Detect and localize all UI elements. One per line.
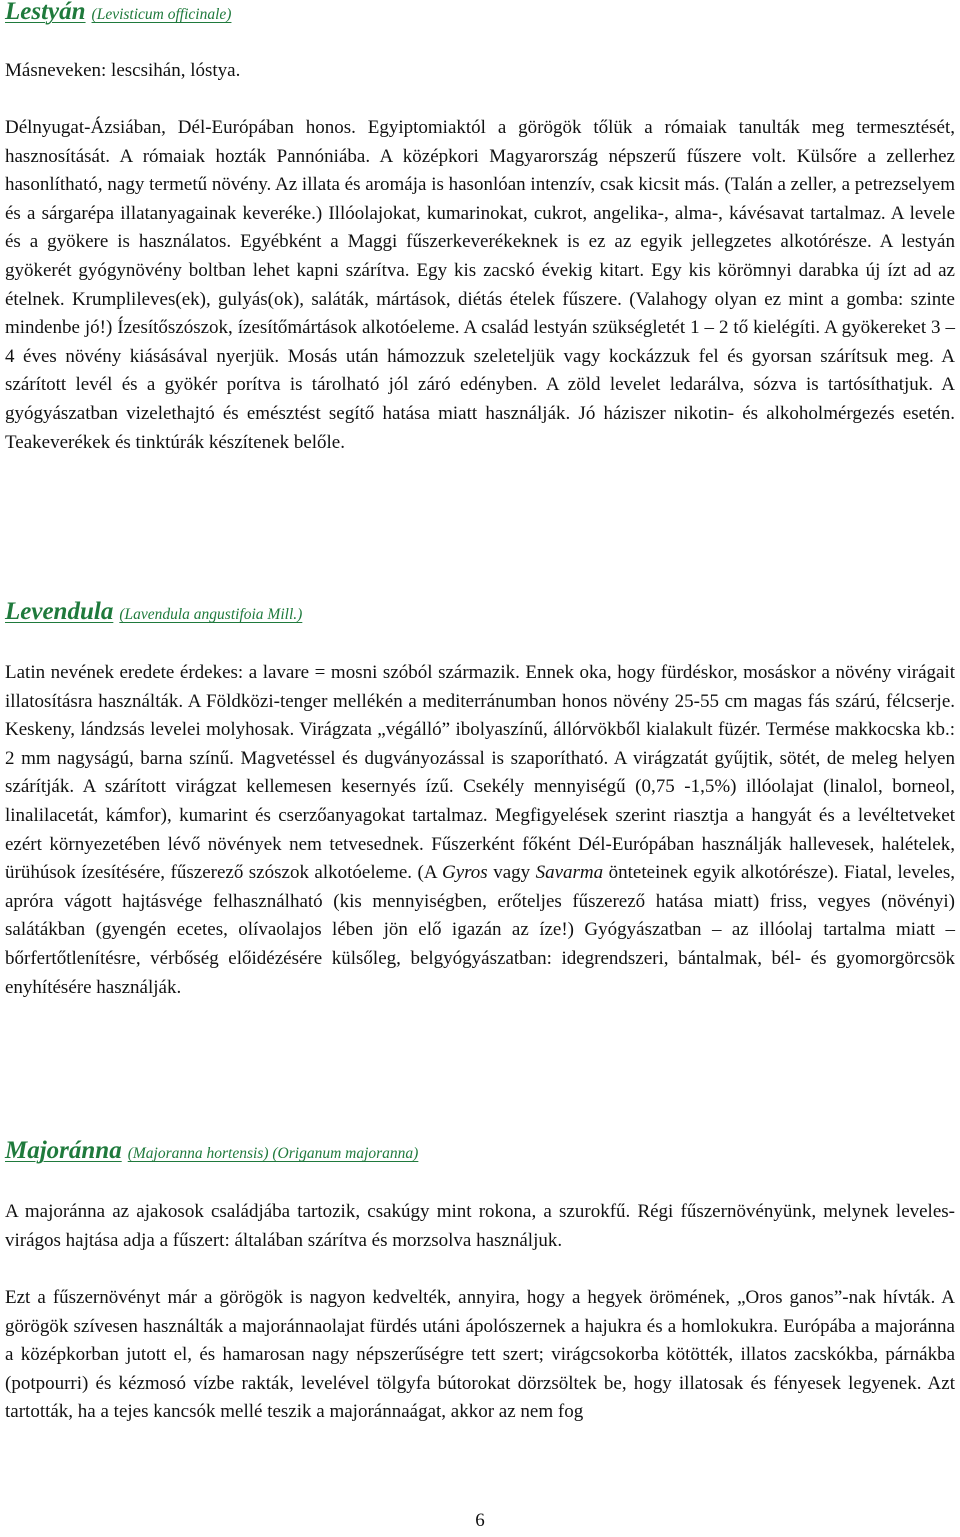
italic-term: Gyros bbox=[441, 862, 488, 884]
alt-names-paragraph: Másneveken: lescsihán, lóstya. bbox=[5, 60, 241, 81]
page-number: 6 bbox=[475, 1510, 485, 1531]
body-paragraph-majoranna-2: Ezt a fűszernövényt már a görögök is nagyon kedvelték, annyira, hogy a hegyek örömének, „Oros ganos”-nak hívták. A görögök szívesen használták a majoránnaolajat fürdés utáni ápolószernek a hajukra és a homlokukra. Európába a majoránna a középkorban jutott el, és hamarosan nagy népszerűségre tett szert; virágcsokorba kötötték, illatos zacskókba, párnákba (potpourri) és kézmosó vízbe rakták, levelével tölgyfa bútorokat dörzsöltek be, hogy illatosak és fényesek legyenek. Azt tartották, ha a tejes kancsók mellé teszik a majoránnaágat, akkor az nem fog bbox=[5, 1287, 955, 1423]
heading-latin-name: (Lavendula angustifoia Mill.) bbox=[119, 606, 303, 623]
heading-latin-name: (Levisticum officinale) bbox=[91, 6, 232, 23]
body-paragraph-levendula bbox=[5, 659, 955, 1002]
body-text: önteteinek egyik alkotórésze). Fiatal, leveles, apróra vágott hajtásvége felhasználható (kis mennyiségben, erőteljes fűszerező hatása miatt) friss, vegyes (növényi) salátákban (gyengén ecetes, olívaolajos lében jön elő igazán az íze!) Gyógyászatban – az illóolaj tartalma miatt – bőrfertőtlenítésre, vérbőség előidézésére külsőleg, belgyógyászatban: idegrendszeri, bántalmak, bél- és gyomorgörcsök enyhítésére használják. bbox=[5, 862, 955, 998]
body-paragraph-lestyan: Délnyugat-Ázsiában, Dél-Európában honos. Egyiptomiaktól a görögök tőlük a rómaiak tanulták meg termesztését, hasznosítását. A rómaiak hozták Pannóniába. A középkori Magyarország népszerű fűszere volt. Külsőre a zellerhez hasonlítható, nagy termetű növény. Az illata és aromája is hasonlóan intenzív, csak kicsit más. (Talán a zeller, a petrezselyem és a sárgarépa illatanyagainak keveréke.) Illóolajokat, kumarinokat, cukrot, angelika-, alma-, kávésavat tartalmaz. A levele és a gyökere is használatos. Egyébként a Maggi fűszerkeverékeknek is ez az egyik jellegzetes alkotórésze. A lestyán gyökerét gyógynövény boltban lehet kapni szárítva. Egy kis zacskó évekig kitart. Egy kis körömnyi darabka új ízt ad az ételnek. Krumplileves(ek), gulyás(ok), saláták, mártások, diétás ételek fűszere. (Valahogy olyan ez mint a gomba: szinte mindenbe jó!) Ízesítőszószok, ízesítőmártások alkotóeleme. A család lestyán szükségletét 1 – 2 tő kielégíti. A gyökereket 3 – 4 éves növény kiásásával nyerjük. Mosás után hámozzuk szeleteljük vagy kockázzuk fel és gyorsan szárítsuk meg. A szárított levél és a gyökér porítva is tárolható jól záró edényben. A zöld levelet ledarálva, sózva is tartósíthatjuk. A gyógyászatban vizelethajtó és emésztést segítő hatása miatt használják. Jó háziszer nikotin- és alkoholmérgezés esetén. Teakeverékek és tinktúrák készítenek belőle. bbox=[5, 117, 955, 453]
heading-name: Majoránna bbox=[5, 1137, 122, 1164]
body-text: vagy bbox=[487, 862, 536, 884]
section-heading-lestyan bbox=[5, 0, 231, 26]
heading-name: Levendula bbox=[5, 598, 114, 625]
body-text: Latin nevének eredete érdekes: a lavare = mosni szóból származik. Ennek oka, hogy fürdéskor, mosáskor a növény virágait illatosításra használták. A Földközi-tenger mellékén a mediterránumban honos növény 25-55 cm magas fás szárú, félcserje. Keskeny, lándzsás levelei molyhosak. Virágzata „végálló” ibolyaszínű, állórvökből kialakult füzér. Termése makkocska kb.: 2 mm nagyságú, barna színű. Magvetéssel és dugványozással is szaporítható. A virágzatát gyűjtik, sötét, de meleg helyen szárítják. A szárított virágzat kellemesen kesernyés ízű. Csekély mennyiségű (0,75 -1,5%) illóolajat (linalol, borneol, linalilacetát, kámfor), kumarint és cserzőanyagokat tartalmaz. Megfigyelések szerint riasztja a hangyát és a levéltetveket ezért környezetében lévő növények nem tetvesednek. Fűszerként főként Dél-Európában használják hallevesek, halételek, ürühúsok ízesítésére, fűszerező szószok alkotóeleme. (A bbox=[5, 662, 955, 884]
body-paragraph-majoranna: A majoránna az ajakosok családjába tartozik, csakúgy mint rokona, a szurokfű. Régi fűszernövényünk, melynek leveles-virágos hajtása adja a fűszert: általában szárítva és morzsolva használjuk. bbox=[5, 1201, 955, 1251]
section-heading-majoranna bbox=[5, 1137, 418, 1165]
section-heading-levendula bbox=[5, 598, 302, 626]
heading-name: Lestyán bbox=[5, 0, 86, 25]
heading-latin-name: (Majoranna hortensis) (Origanum majoranna) bbox=[127, 1145, 419, 1162]
italic-term: Savarma bbox=[535, 862, 604, 884]
